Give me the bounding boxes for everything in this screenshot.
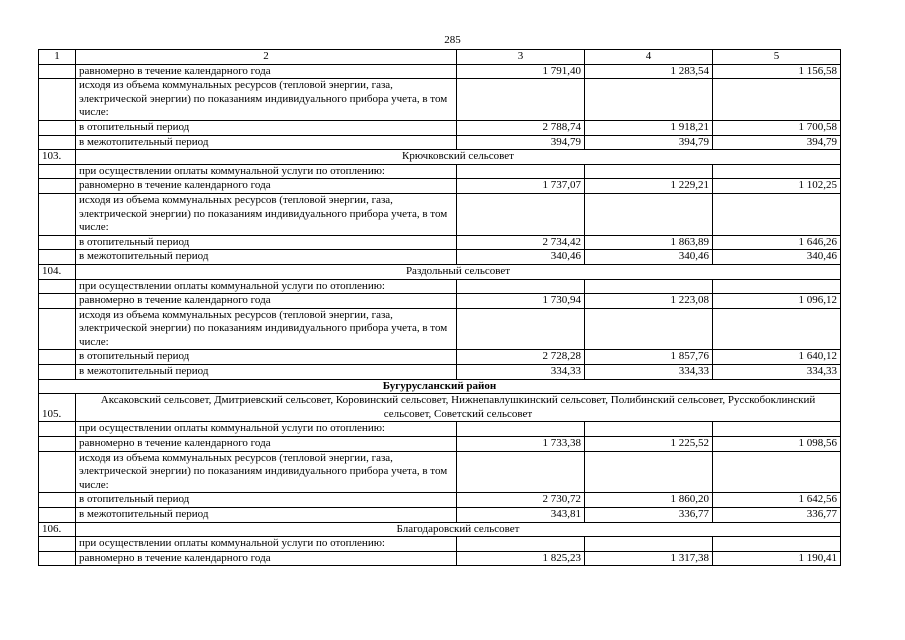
- value-cell-col4: 334,33: [585, 365, 713, 380]
- row-label-cell: равномерно в течение календарного года: [76, 437, 457, 452]
- table-row: [39, 365, 841, 380]
- value-cell-col4: [585, 279, 713, 294]
- value-cell-col4: [585, 193, 713, 235]
- section-number-cell: 103.: [39, 150, 76, 165]
- row-number-cell: [39, 294, 76, 309]
- row-number-cell: [39, 365, 76, 380]
- value-cell-col4: [585, 451, 713, 493]
- table-header-row: [39, 50, 841, 65]
- value-cell-col5: 1 102,25: [713, 179, 841, 194]
- row-label-cell: исходя из объема коммунальных ресурсов (тепловой энергии, газа, электрической энергии) по показаниям индивидуального прибора учета, в том числе:: [76, 79, 457, 121]
- value-cell-col3: [457, 164, 585, 179]
- row-number-cell: [39, 164, 76, 179]
- value-cell-col4: 1 223,08: [585, 294, 713, 309]
- table-row: [39, 135, 841, 150]
- row-number-cell: [39, 508, 76, 523]
- row-number-cell: [39, 250, 76, 265]
- row-label-cell: в межотопительный период: [76, 135, 457, 150]
- value-cell-col5: 1 640,12: [713, 350, 841, 365]
- value-cell-col4: 1 863,89: [585, 235, 713, 250]
- section-title-cell: Благодаровский сельсовет: [76, 522, 841, 537]
- column-header-5: 5: [713, 50, 841, 65]
- value-cell-col5: 1 190,41: [713, 551, 841, 566]
- row-number-cell: [39, 493, 76, 508]
- value-cell-col5: 1 700,58: [713, 120, 841, 135]
- district-heading-row: [39, 379, 841, 394]
- column-header-2: 2: [76, 50, 457, 65]
- table-row: [39, 308, 841, 350]
- value-cell-col5: [713, 164, 841, 179]
- row-number-cell: [39, 308, 76, 350]
- value-cell-col4: 340,46: [585, 250, 713, 265]
- table-row: [39, 508, 841, 523]
- row-number-cell: [39, 235, 76, 250]
- value-cell-col3: [457, 451, 585, 493]
- page-number: 285: [444, 34, 461, 46]
- section-title-cell: Крючковский сельсовет: [76, 150, 841, 165]
- value-cell-col3: [457, 537, 585, 552]
- row-label-cell: в межотопительный период: [76, 365, 457, 380]
- value-cell-col5: 1 646,26: [713, 235, 841, 250]
- value-cell-col3: 1 737,07: [457, 179, 585, 194]
- table-row: [39, 279, 841, 294]
- value-cell-col3: 1 730,94: [457, 294, 585, 309]
- value-cell-col5: 1 096,12: [713, 294, 841, 309]
- row-number-cell: [39, 279, 76, 294]
- row-label-cell: в межотопительный период: [76, 250, 457, 265]
- table-row: [39, 537, 841, 552]
- value-cell-col5: 1 642,56: [713, 493, 841, 508]
- table-row: [39, 294, 841, 309]
- value-cell-col5: [713, 451, 841, 493]
- table-row: [39, 493, 841, 508]
- value-cell-col3: 340,46: [457, 250, 585, 265]
- row-label-cell: в отопительный период: [76, 235, 457, 250]
- section-number-cell: 104.: [39, 264, 76, 279]
- value-cell-col4: 336,77: [585, 508, 713, 523]
- value-cell-col5: [713, 279, 841, 294]
- row-number-cell: [39, 79, 76, 121]
- value-cell-col5: [713, 193, 841, 235]
- table-row: [39, 64, 841, 79]
- column-header-1: 1: [39, 50, 76, 65]
- value-cell-col3: 2 728,28: [457, 350, 585, 365]
- value-cell-col5: [713, 422, 841, 437]
- table-row: [39, 422, 841, 437]
- row-number-cell: [39, 64, 76, 79]
- section-row: [39, 150, 841, 165]
- row-label-cell: в отопительный период: [76, 120, 457, 135]
- table-row: [39, 350, 841, 365]
- value-cell-col3: [457, 308, 585, 350]
- section-number-cell: 106.: [39, 522, 76, 537]
- value-cell-col3: 2 734,42: [457, 235, 585, 250]
- row-number-cell: [39, 437, 76, 452]
- row-label-cell: при осуществлении оплаты коммунальной услуги по отоплению:: [76, 422, 457, 437]
- value-cell-col5: [713, 79, 841, 121]
- row-label-cell: исходя из объема коммунальных ресурсов (тепловой энергии, газа, электрической энергии) по показаниям индивидуального прибора учета, в том числе:: [76, 193, 457, 235]
- value-cell-col3: 334,33: [457, 365, 585, 380]
- table-row: [39, 235, 841, 250]
- table-row: [39, 164, 841, 179]
- value-cell-col4: [585, 422, 713, 437]
- value-cell-col5: 334,33: [713, 365, 841, 380]
- value-cell-col5: [713, 308, 841, 350]
- row-number-cell: [39, 179, 76, 194]
- section-row: [39, 264, 841, 279]
- row-label-cell: равномерно в течение календарного года: [76, 64, 457, 79]
- value-cell-col3: [457, 422, 585, 437]
- row-label-cell: при осуществлении оплаты коммунальной услуги по отоплению:: [76, 164, 457, 179]
- row-label-cell: равномерно в течение календарного года: [76, 551, 457, 566]
- value-cell-col4: [585, 164, 713, 179]
- row-number-cell: [39, 422, 76, 437]
- row-label-cell: исходя из объема коммунальных ресурсов (тепловой энергии, газа, электрической энергии) по показаниям индивидуального прибора учета, в том числе:: [76, 308, 457, 350]
- column-header-3: 3: [457, 50, 585, 65]
- table-row: [39, 120, 841, 135]
- value-cell-col3: [457, 279, 585, 294]
- section-title-cell: Раздольный сельсовет: [76, 264, 841, 279]
- value-cell-col5: 336,77: [713, 508, 841, 523]
- value-cell-col4: 1 317,38: [585, 551, 713, 566]
- value-cell-col4: 1 229,21: [585, 179, 713, 194]
- value-cell-col5: 340,46: [713, 250, 841, 265]
- table-row: [39, 79, 841, 121]
- row-number-cell: [39, 350, 76, 365]
- value-cell-col4: 1 283,54: [585, 64, 713, 79]
- value-cell-col3: 394,79: [457, 135, 585, 150]
- row-label-cell: равномерно в течение календарного года: [76, 294, 457, 309]
- section-row: [39, 394, 841, 422]
- section-number-cell: 105.: [39, 394, 76, 422]
- column-header-4: 4: [585, 50, 713, 65]
- value-cell-col3: 1 733,38: [457, 437, 585, 452]
- table-row: [39, 193, 841, 235]
- value-cell-col4: [585, 79, 713, 121]
- value-cell-col3: 1 825,23: [457, 551, 585, 566]
- value-cell-col5: 1 156,58: [713, 64, 841, 79]
- value-cell-col4: [585, 537, 713, 552]
- value-cell-col3: [457, 193, 585, 235]
- section-title-cell: Аксаковский сельсовет, Дмитриевский сельсовет, Коровинский сельсовет, Нижнепавлушкинский сельсовет, Полибинский сельсовет, Русскобоклинский сельсовет, Советский сельсовет: [76, 394, 841, 422]
- value-cell-col4: 1 860,20: [585, 493, 713, 508]
- value-cell-col3: 343,81: [457, 508, 585, 523]
- value-cell-col5: 1 098,56: [713, 437, 841, 452]
- value-cell-col3: 2 788,74: [457, 120, 585, 135]
- row-label-cell: в отопительный период: [76, 350, 457, 365]
- table-row: [39, 451, 841, 493]
- row-label-cell: в межотопительный период: [76, 508, 457, 523]
- value-cell-col4: [585, 308, 713, 350]
- row-label-cell: при осуществлении оплаты коммунальной услуги по отоплению:: [76, 537, 457, 552]
- row-number-cell: [39, 193, 76, 235]
- value-cell-col4: 394,79: [585, 135, 713, 150]
- value-cell-col5: [713, 537, 841, 552]
- row-number-cell: [39, 120, 76, 135]
- table-row: [39, 250, 841, 265]
- table-row: [39, 551, 841, 566]
- row-number-cell: [39, 537, 76, 552]
- row-label-cell: в отопительный период: [76, 493, 457, 508]
- table-row: [39, 437, 841, 452]
- tariff-table: [38, 49, 841, 566]
- row-number-cell: [39, 551, 76, 566]
- row-label-cell: при осуществлении оплаты коммунальной услуги по отоплению:: [76, 279, 457, 294]
- value-cell-col3: 1 791,40: [457, 64, 585, 79]
- value-cell-col3: 2 730,72: [457, 493, 585, 508]
- section-row: [39, 522, 841, 537]
- value-cell-col3: [457, 79, 585, 121]
- value-cell-col5: 394,79: [713, 135, 841, 150]
- value-cell-col4: 1 918,21: [585, 120, 713, 135]
- value-cell-col4: 1 857,76: [585, 350, 713, 365]
- row-number-cell: [39, 135, 76, 150]
- row-label-cell: равномерно в течение календарного года: [76, 179, 457, 194]
- table-row: [39, 179, 841, 194]
- row-label-cell: исходя из объема коммунальных ресурсов (тепловой энергии, газа, электрической энергии) по показаниям индивидуального прибора учета, в том числе:: [76, 451, 457, 493]
- value-cell-col4: 1 225,52: [585, 437, 713, 452]
- district-heading-cell: Бугурусланский район: [39, 379, 841, 394]
- row-number-cell: [39, 451, 76, 493]
